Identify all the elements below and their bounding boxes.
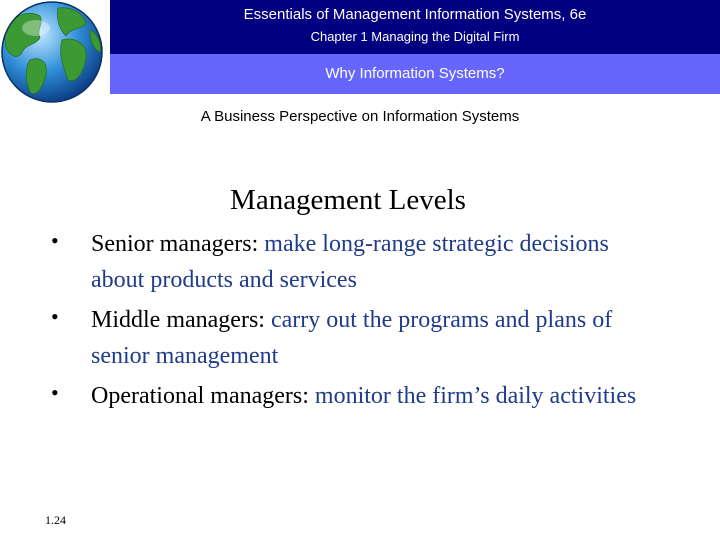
bullet-text <box>91 378 651 414</box>
section-title: A Business Perspective on Information Systems <box>200 108 520 125</box>
section-banner: Why Information Systems? <box>110 54 720 94</box>
bullet-detail: make long-range strategic decisions about products and services <box>91 231 609 293</box>
bullet-item <box>0 226 720 302</box>
globe-icon <box>0 0 104 104</box>
header-title: Essentials of Management Information Systems, 6e <box>243 6 587 23</box>
bullet-item <box>0 378 720 454</box>
bullet-marker: • <box>51 304 59 329</box>
bullet-marker: • <box>51 228 59 253</box>
bullet-marker: • <box>51 380 59 405</box>
bullet-text <box>91 302 651 374</box>
bullet-term: Middle managers: <box>91 307 271 333</box>
slide-heading: Management Levels <box>230 184 466 216</box>
bullet-detail: carry out the programs and plans of senior management <box>91 307 613 369</box>
bullet-detail: monitor the firm’s daily activities <box>314 383 637 409</box>
bullet-term: Senior managers: <box>91 231 265 257</box>
page-number: 1.24 <box>45 513 66 527</box>
bullet-term: Operational managers: <box>91 383 315 409</box>
bullet-text <box>91 226 651 298</box>
bullet-list <box>0 226 720 454</box>
header-chapter: Chapter 1 Managing the Digital Firm <box>310 29 520 44</box>
bullet-item <box>0 302 720 378</box>
header-bar <box>110 0 720 54</box>
